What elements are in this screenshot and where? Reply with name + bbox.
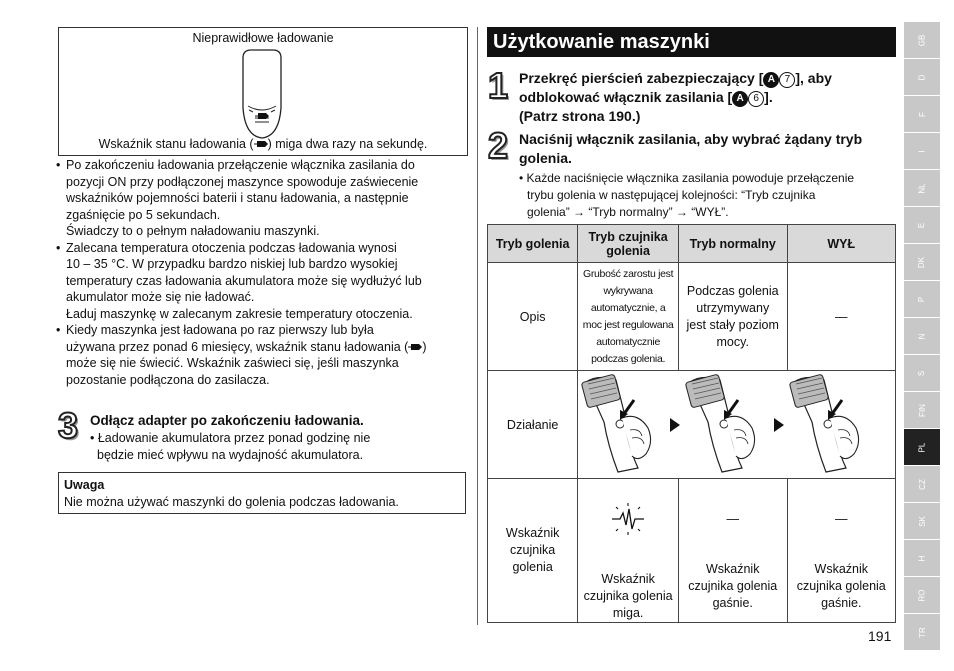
note-bullet: [56, 240, 466, 323]
ref-a-marker: A: [732, 91, 748, 107]
bullet-line: pozycji ON przy podłączonej maszynce spowoduje zaświecenie: [66, 174, 419, 189]
language-tab-gb: [904, 22, 940, 58]
sensor-blinking-icon: [606, 501, 650, 537]
note-title: Uwaga: [64, 478, 105, 492]
language-tab-h: [904, 540, 940, 576]
header-cell: WYŁ: [787, 225, 895, 263]
column-divider: [477, 27, 478, 625]
cell-line: moc jest regulowana: [582, 318, 674, 331]
step-1-line: (Patrz strona 190.): [519, 108, 641, 124]
note-box: [58, 472, 466, 514]
language-tab-p: [904, 281, 940, 317]
action-illustrations-cell: [578, 371, 896, 479]
bullet-text: Każde naciśnięcie włącznika zasilania powoduje przełączenie: [526, 171, 855, 185]
language-tab-label: S: [917, 370, 927, 376]
bullet-line: trybu golenia w następującej kolejności: “Tryb czujnika: [527, 188, 816, 202]
language-tab-dk: [904, 244, 940, 280]
step-2-number: 2: [488, 125, 509, 166]
note-bullet: [56, 157, 466, 240]
header-cell: Tryb czujnika golenia: [578, 225, 679, 263]
bullet-line: wskaźników pojemności baterii i stanu ładowania, a następnie: [66, 191, 409, 205]
bullet-text: Ładowanie akumulatora przez ponad godzinę nie: [97, 431, 371, 445]
language-tab-label: SK: [917, 515, 927, 527]
language-tab-label: TR: [917, 626, 927, 638]
section-title-bar: [487, 27, 896, 57]
language-tab-label: CZ: [917, 478, 927, 490]
bullet-line: może się nie świecić. Wskaźnik zaświeci się, jeśli maszynka: [66, 356, 399, 370]
row-label: Opis: [488, 263, 578, 371]
bullet-line: temperatury czas ładowania akumulatora może się wydłużyć lub: [66, 273, 422, 288]
cell-line: wykrywana: [603, 284, 653, 297]
cell-line: podczas golenia.: [591, 352, 666, 365]
language-tab-sk: [904, 503, 940, 539]
cell-line: gaśnie.: [712, 596, 753, 610]
shaver-outline-illustration: [239, 48, 285, 140]
language-tab-tr: [904, 614, 940, 650]
bullet-line-text: używana przez ponad 6 miesięcy, wskaźnik stanu ładowania (: [66, 339, 409, 354]
cell-line: Wskaźnik: [705, 562, 760, 576]
language-tab-fin: [904, 392, 940, 428]
table-cell: [678, 479, 787, 623]
step-3-number: 3: [58, 405, 79, 446]
language-tab-label: GB: [917, 34, 927, 46]
language-tab-label: N: [917, 333, 927, 339]
shaving-mode-table: [487, 224, 896, 623]
plug-icon: [255, 111, 269, 121]
table-cell: [578, 263, 679, 371]
step-2-line: golenia.: [519, 150, 572, 166]
language-tab-n: [904, 318, 940, 354]
cell-line: jest stały poziom: [686, 317, 779, 332]
step-2-line: Naciśnij włącznik zasilania, aby wybrać żądany tryb: [519, 131, 863, 147]
ref-a-marker: A: [763, 72, 779, 88]
cell-line: golenia: [512, 560, 553, 574]
step-1-text: [519, 69, 899, 126]
table-cell: —: [787, 263, 895, 371]
cell-line: automatycznie: [596, 335, 660, 348]
language-tab-label: F: [917, 111, 927, 117]
ref-7-marker: 7: [779, 72, 795, 88]
table-row-opis: [488, 263, 896, 371]
ref-6-marker: 6: [748, 91, 764, 107]
header-cell: Tryb golenia: [488, 225, 578, 263]
step-1-line: [519, 69, 899, 88]
language-tab-e: [904, 207, 940, 243]
bullet-line: • Kiedy maszynka jest ładowana po raz pierwszy lub była: [66, 323, 374, 337]
dash: —: [726, 512, 739, 526]
note-text: Nie można używać maszynki do golenia podczas ładowania.: [64, 495, 399, 509]
caption-text-post: ) miga dwa razy na sekundę.: [267, 137, 428, 151]
language-tab-label: FIN: [917, 403, 927, 417]
step-text: ].: [764, 89, 773, 105]
cell-line: czujnika golenia: [688, 579, 778, 593]
bullet-line: Świadczy to o pełnym naładowaniu maszynki.: [66, 224, 320, 238]
bullet-line: [66, 339, 466, 356]
cell-line: mocy.: [716, 334, 749, 349]
language-tab-label: P: [917, 296, 927, 302]
bullet-line: zgaśnięcie po 5 sekundach.: [66, 207, 221, 222]
table-cell: [678, 263, 787, 371]
language-tab-label: DK: [917, 256, 927, 268]
page-number: 191: [868, 628, 892, 644]
step-2-text: [519, 130, 899, 168]
dash: —: [835, 512, 848, 526]
language-tab-nl: [904, 170, 940, 206]
bullet-line: 10 – 35 °C. W przypadku bardzo niskiej lub bardzo wysokiej: [66, 257, 398, 271]
row-label: [488, 479, 578, 623]
language-tab-d: [904, 59, 940, 95]
cell-line: czujnika golenia: [796, 579, 886, 593]
row-label: Działanie: [488, 371, 578, 479]
shaver-press-sequence-illustration: [578, 372, 890, 478]
step-3-title: Odłącz adapter po zakończeniu ładowania.: [90, 413, 364, 428]
cell-line: Wskaźnik: [505, 526, 560, 540]
header-cell: Tryb normalny: [678, 225, 787, 263]
bullet-line: • Zalecana temperatura otoczenia podczas ładowania wynosi: [66, 240, 397, 255]
bullet-line: • Po zakończeniu ładowania przełączenie włącznika zasilania do: [66, 158, 415, 172]
charging-figure-box: [58, 27, 468, 156]
cell-line: miga.: [612, 606, 644, 620]
language-tab-s: [904, 355, 940, 391]
step-text: Przekręć pierścień zabezpieczający [: [519, 70, 764, 86]
cell-line: utrzymywany: [696, 300, 770, 315]
cell-line: czujnika golenia: [583, 589, 673, 603]
table-cell: [578, 479, 679, 623]
language-tab-label: E: [917, 222, 927, 228]
figure-caption: [59, 136, 467, 153]
step-3-bullet: [90, 430, 370, 463]
cell-line: Grubość zarostu jest: [582, 267, 674, 280]
step-1-number: 1: [488, 65, 509, 106]
language-sidebar: [904, 22, 940, 650]
language-tab-label: NL: [917, 182, 927, 194]
language-tab-ro: [904, 577, 940, 613]
bullet-line: • Każde naciśnięcie włącznika zasilania powoduje przełączenie: [519, 171, 855, 185]
bullet-line: pozostanie podłączona do zasilacza.: [66, 372, 270, 387]
language-tab-pl: [904, 429, 940, 465]
language-tab-label: H: [917, 555, 927, 561]
caption-text-pre: Wskaźnik stanu ładowania (: [98, 137, 254, 151]
section-title: Użytkowanie maszynki: [493, 31, 710, 53]
cell-line: gaśnie.: [821, 596, 862, 610]
step-text: ], aby: [795, 70, 832, 86]
bullet-line: akumulator może się nie ładować.: [66, 290, 255, 304]
cell-line: automatycznie, a: [590, 301, 666, 314]
plug-icon: [254, 139, 268, 149]
language-tab-label: RO: [917, 589, 927, 601]
cell-line: Podczas golenia: [686, 283, 779, 298]
language-tab-label: PL: [917, 442, 927, 452]
plug-icon: [408, 342, 422, 352]
language-tab-f: [904, 96, 940, 132]
language-tab-cz: [904, 466, 940, 502]
bullet-line: • Ładowanie akumulatora przez ponad godzinę nie: [90, 431, 371, 445]
note-bullet: [56, 322, 466, 388]
step-text: odblokować włącznik zasilania [: [519, 89, 733, 105]
table-row-wskaznik: [488, 479, 896, 623]
step-1-line: [519, 88, 899, 107]
table-cell: [787, 479, 895, 623]
language-tab-i: [904, 133, 940, 169]
charging-notes: [56, 157, 466, 388]
bullet-line: golenia” → “Tryb normalny” → “WYŁ”.: [527, 205, 729, 219]
language-tab-label: D: [917, 74, 927, 80]
bullet-line-suffix: ): [422, 339, 427, 354]
cell-line: Wskaźnik: [601, 572, 655, 586]
bullet-line: Ładuj maszynkę w zalecanym zakresie temperatury otoczenia.: [66, 306, 413, 321]
language-tab-label: I: [917, 149, 927, 153]
cell-line: czujnika: [510, 543, 556, 557]
figure-title: Nieprawidłowe ładowanie: [192, 31, 334, 45]
bullet-line: będzie mieć wpływu na wydajność akumulatora.: [97, 447, 364, 462]
table-header-row: [488, 225, 896, 263]
cell-line: Wskaźnik: [814, 562, 869, 576]
table-row-dzialanie: [488, 371, 896, 479]
step-2-bullet: [519, 170, 899, 221]
